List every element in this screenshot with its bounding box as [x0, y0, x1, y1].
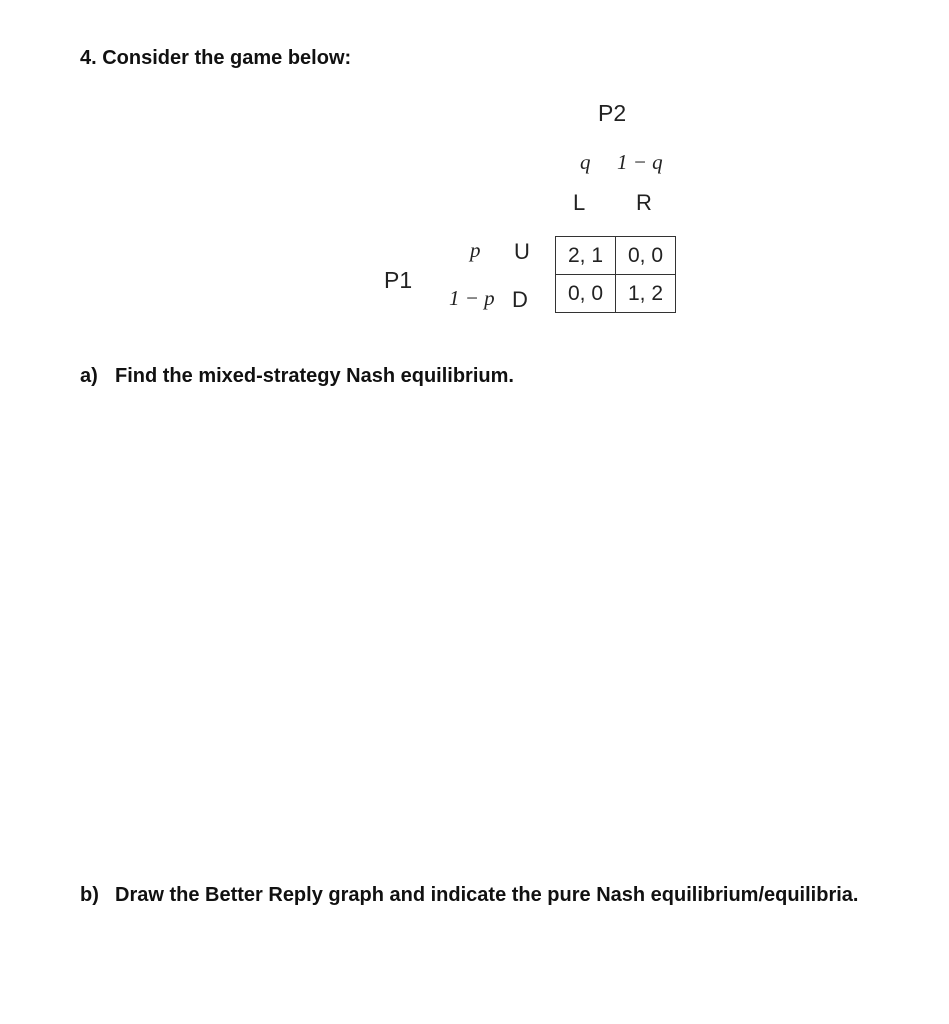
row-label-D: D	[512, 287, 528, 312]
column-label-R: R	[636, 190, 652, 215]
question-heading: 4. Consider the game below:	[80, 47, 352, 69]
payoff-row-D	[556, 275, 676, 313]
row-label-U: U	[514, 239, 530, 264]
payoff-matrix	[555, 236, 676, 313]
payoff-row-U	[556, 237, 676, 275]
part-b-tag: b)	[80, 884, 99, 906]
row-probability-one-minus-p: 1 − p	[449, 286, 495, 310]
part-b	[80, 884, 858, 907]
player1-label: P1	[384, 267, 413, 293]
part-a	[80, 365, 514, 388]
player2-label: P2	[598, 100, 627, 126]
payoff-cell-U-L: 2, 1	[556, 237, 616, 275]
part-b-text: Draw the Better Reply graph and indicate the pure Nash equilibrium/equilibria.	[115, 884, 859, 906]
column-label-L: L	[573, 190, 586, 215]
row-probability-p: p	[470, 238, 481, 262]
payoff-cell-D-L: 0, 0	[556, 275, 616, 313]
payoff-cell-U-R: 0, 0	[616, 237, 676, 275]
part-a-text: Find the mixed-strategy Nash equilibrium.	[115, 365, 514, 387]
payoff-cell-D-R: 1, 2	[616, 275, 676, 313]
part-a-tag: a)	[80, 365, 98, 387]
column-probability-q: q	[580, 150, 591, 174]
column-probability-one-minus-q: 1 − q	[617, 150, 663, 174]
